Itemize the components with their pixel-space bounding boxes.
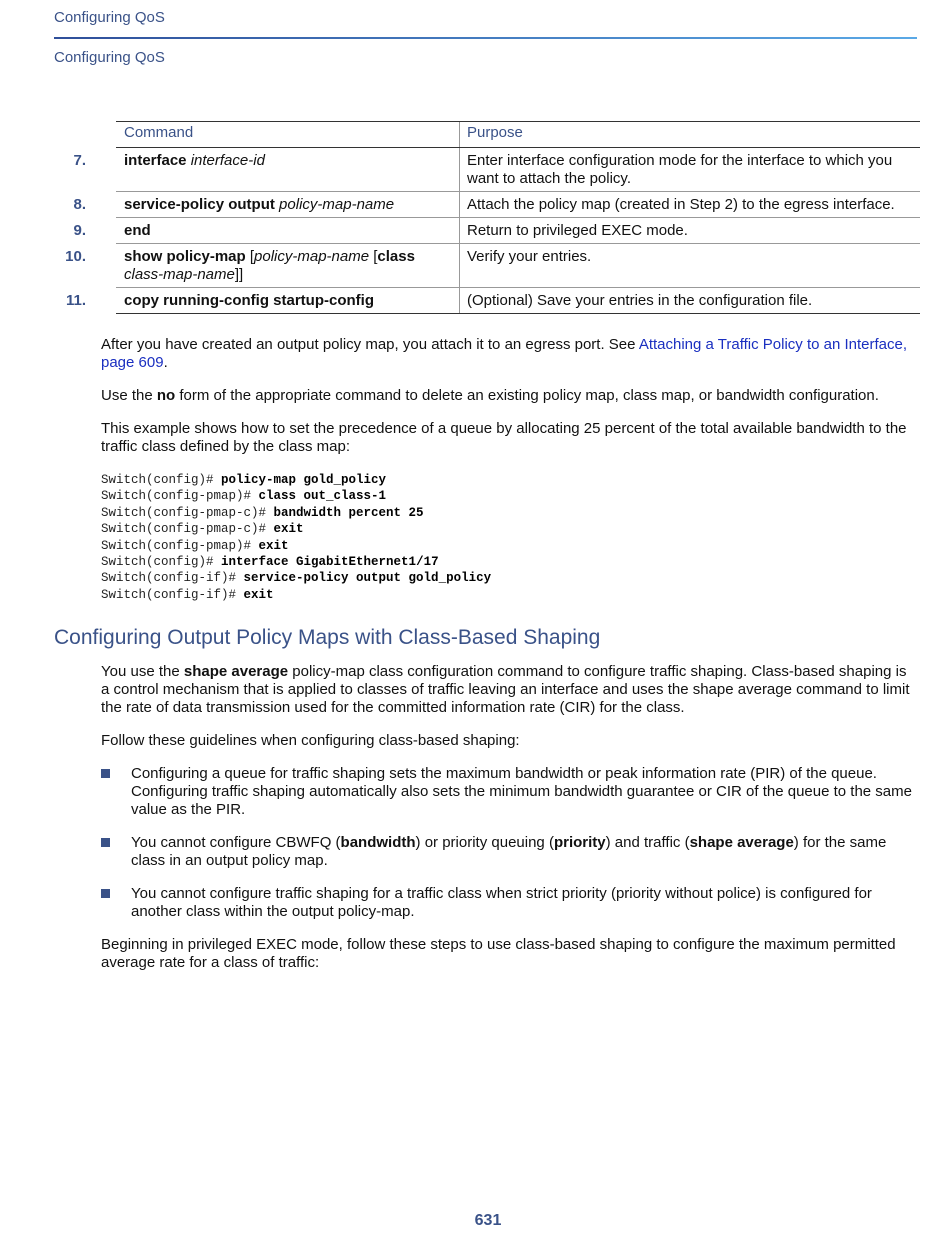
command-keyword: class xyxy=(377,248,415,265)
cli-command: exit xyxy=(243,587,274,602)
cli-command: class out_class-1 xyxy=(258,489,387,504)
step-purpose: Verify your entries. xyxy=(467,248,592,265)
table-header xyxy=(116,121,920,148)
bullet-segment: ) and traffic ( xyxy=(605,834,690,851)
step-command xyxy=(124,152,449,170)
cli-command: service-policy output gold_policy xyxy=(243,571,492,586)
step-purpose: Attach the policy map (created in Step 2) to the egress interface. xyxy=(467,196,895,213)
bullet-segment: ) or priority queuing ( xyxy=(415,834,554,851)
table-row xyxy=(54,148,920,192)
bullet-text: You cannot configure traffic shaping for a traffic class when strict priority (priority without police) is configured for another class within the output policy-map. xyxy=(131,885,872,920)
paragraph-example-intro: This example shows how to set the precedence of a queue by allocating 25 percent of the total available bandwidth to the traffic class defined by the class map: xyxy=(101,420,907,455)
code-line xyxy=(101,472,491,488)
keyword-no: no xyxy=(156,387,176,404)
keyword-priority: priority xyxy=(553,834,606,851)
command-argument: policy-map-name xyxy=(254,248,370,265)
code-line xyxy=(101,570,491,586)
step-number: 11. xyxy=(65,292,86,309)
keyword-shape-average: shape average xyxy=(689,834,794,851)
command-bracket: [ xyxy=(245,248,255,265)
keyword-shape-average: shape average xyxy=(183,663,289,680)
paragraph-text: After you have created an output policy map, you attach it to an egress port. See xyxy=(101,336,639,353)
paragraph-shape-average xyxy=(101,663,917,717)
command-argument: policy-map-name xyxy=(279,196,395,213)
cli-command: bandwidth percent 25 xyxy=(273,505,424,520)
steps-table xyxy=(54,121,920,314)
paragraph-text: . xyxy=(163,354,168,371)
table-row xyxy=(54,218,920,244)
list-item xyxy=(101,885,917,921)
bullet-segment: You cannot configure CBWFQ ( xyxy=(131,834,341,851)
cli-command: interface GigabitEthernet1/17 xyxy=(221,555,439,570)
step-command xyxy=(124,248,449,284)
command-keyword: show policy-map xyxy=(124,248,246,265)
bullet-segment: ) for the same class in an output policy map. xyxy=(131,834,887,869)
step-purpose: Enter interface configuration mode for the interface to which you want to attach the policy. xyxy=(467,152,893,187)
step-command xyxy=(124,222,449,240)
paragraph-text: policy-map class configuration command to configure traffic shaping. Class-based shaping is a control mechanism that is applied to classes of traffic leaving an interface and uses the shape average command to limit the rate of data transmission used for the committed information rate (CIR) for the class. xyxy=(101,663,910,716)
code-example xyxy=(101,472,491,603)
code-line xyxy=(101,488,491,504)
command-argument: interface-id xyxy=(190,152,265,169)
column-divider xyxy=(459,288,460,313)
cli-command: policy-map gold_policy xyxy=(221,473,387,487)
column-header-purpose: Purpose xyxy=(467,124,523,141)
bullet-text xyxy=(131,834,917,870)
code-line xyxy=(101,554,491,570)
bullet-square-icon xyxy=(101,889,110,898)
header-rule xyxy=(54,37,917,39)
cli-prompt: Switch(config)# xyxy=(101,555,222,570)
step-purpose: (Optional) Save your entries in the configuration file. xyxy=(467,292,813,309)
code-line xyxy=(101,521,491,537)
cli-prompt: Switch(config-pmap-c)# xyxy=(101,522,274,537)
command-keyword: copy running-config startup-config xyxy=(124,292,374,309)
cli-command: exit xyxy=(258,538,289,553)
paragraph-attach-policy xyxy=(101,336,917,372)
paragraph-text: You use the xyxy=(101,663,184,680)
bullet-square-icon xyxy=(101,838,110,847)
table-row xyxy=(54,244,920,288)
step-number: 7. xyxy=(73,152,86,169)
cli-prompt: Switch(config-pmap)# xyxy=(101,538,259,553)
step-purpose: Return to privileged EXEC mode. xyxy=(467,222,688,239)
table-row xyxy=(54,192,920,218)
step-number: 8. xyxy=(73,196,86,213)
keyword-bandwidth: bandwidth xyxy=(340,834,416,851)
command-bracket: ]] xyxy=(234,266,244,283)
code-line xyxy=(101,538,491,554)
command-bracket: [ xyxy=(369,248,378,265)
column-divider xyxy=(459,218,460,243)
running-header-title: Configuring QoS xyxy=(54,9,165,26)
cross-reference-link[interactable]: Attaching a Traffic Policy to an Interface, page 609 xyxy=(101,336,908,371)
cli-command: exit xyxy=(273,522,304,537)
column-header-command: Command xyxy=(124,124,194,141)
command-keyword: service-policy output xyxy=(124,196,275,213)
page-number: 631 xyxy=(474,1212,502,1229)
step-number: 9. xyxy=(73,222,86,239)
paragraph-closing: Beginning in privileged EXEC mode, follow these steps to use class-based shaping to configure the maximum permitted average rate for a class of traffic: xyxy=(101,936,896,971)
column-divider xyxy=(459,244,460,287)
cli-prompt: Switch(config-pmap-c)# xyxy=(101,505,274,520)
paragraph-text: Use the xyxy=(101,387,157,404)
cli-prompt: Switch(config-pmap)# xyxy=(101,489,259,504)
running-header-subtitle: Configuring QoS xyxy=(54,49,165,66)
column-divider xyxy=(459,192,460,217)
cli-prompt: Switch(config-if)# xyxy=(101,587,244,602)
list-item xyxy=(101,834,917,870)
list-item xyxy=(101,765,917,819)
command-argument: class-map-name xyxy=(124,266,235,283)
section-heading: Configuring Output Policy Maps with Class-Based Shaping xyxy=(54,626,601,649)
step-command xyxy=(124,292,449,310)
command-keyword: interface xyxy=(124,152,187,169)
step-command xyxy=(124,196,449,214)
paragraph-text: form of the appropriate command to delete an existing policy map, class map, or bandwidth configuration. xyxy=(175,387,879,404)
step-number: 10. xyxy=(65,248,86,265)
bullet-text: Configuring a queue for traffic shaping sets the maximum bandwidth or peak information rate (PIR) of the queue. Configuring traffic shaping automatically also sets the minimum bandwidth guarantee or CIR of the queue to the same value as the PIR. xyxy=(131,765,912,818)
cli-prompt: Switch(config)# xyxy=(101,473,222,487)
column-divider xyxy=(459,122,460,147)
column-divider xyxy=(459,148,460,191)
command-keyword: end xyxy=(124,222,151,239)
code-line xyxy=(101,505,491,521)
bullet-square-icon xyxy=(101,769,110,778)
code-line xyxy=(101,587,491,603)
paragraph-no-form xyxy=(101,387,917,405)
cli-prompt: Switch(config-if)# xyxy=(101,571,244,586)
table-row xyxy=(54,288,920,314)
paragraph-guidelines-lead: Follow these guidelines when configuring class-based shaping: xyxy=(101,732,520,749)
